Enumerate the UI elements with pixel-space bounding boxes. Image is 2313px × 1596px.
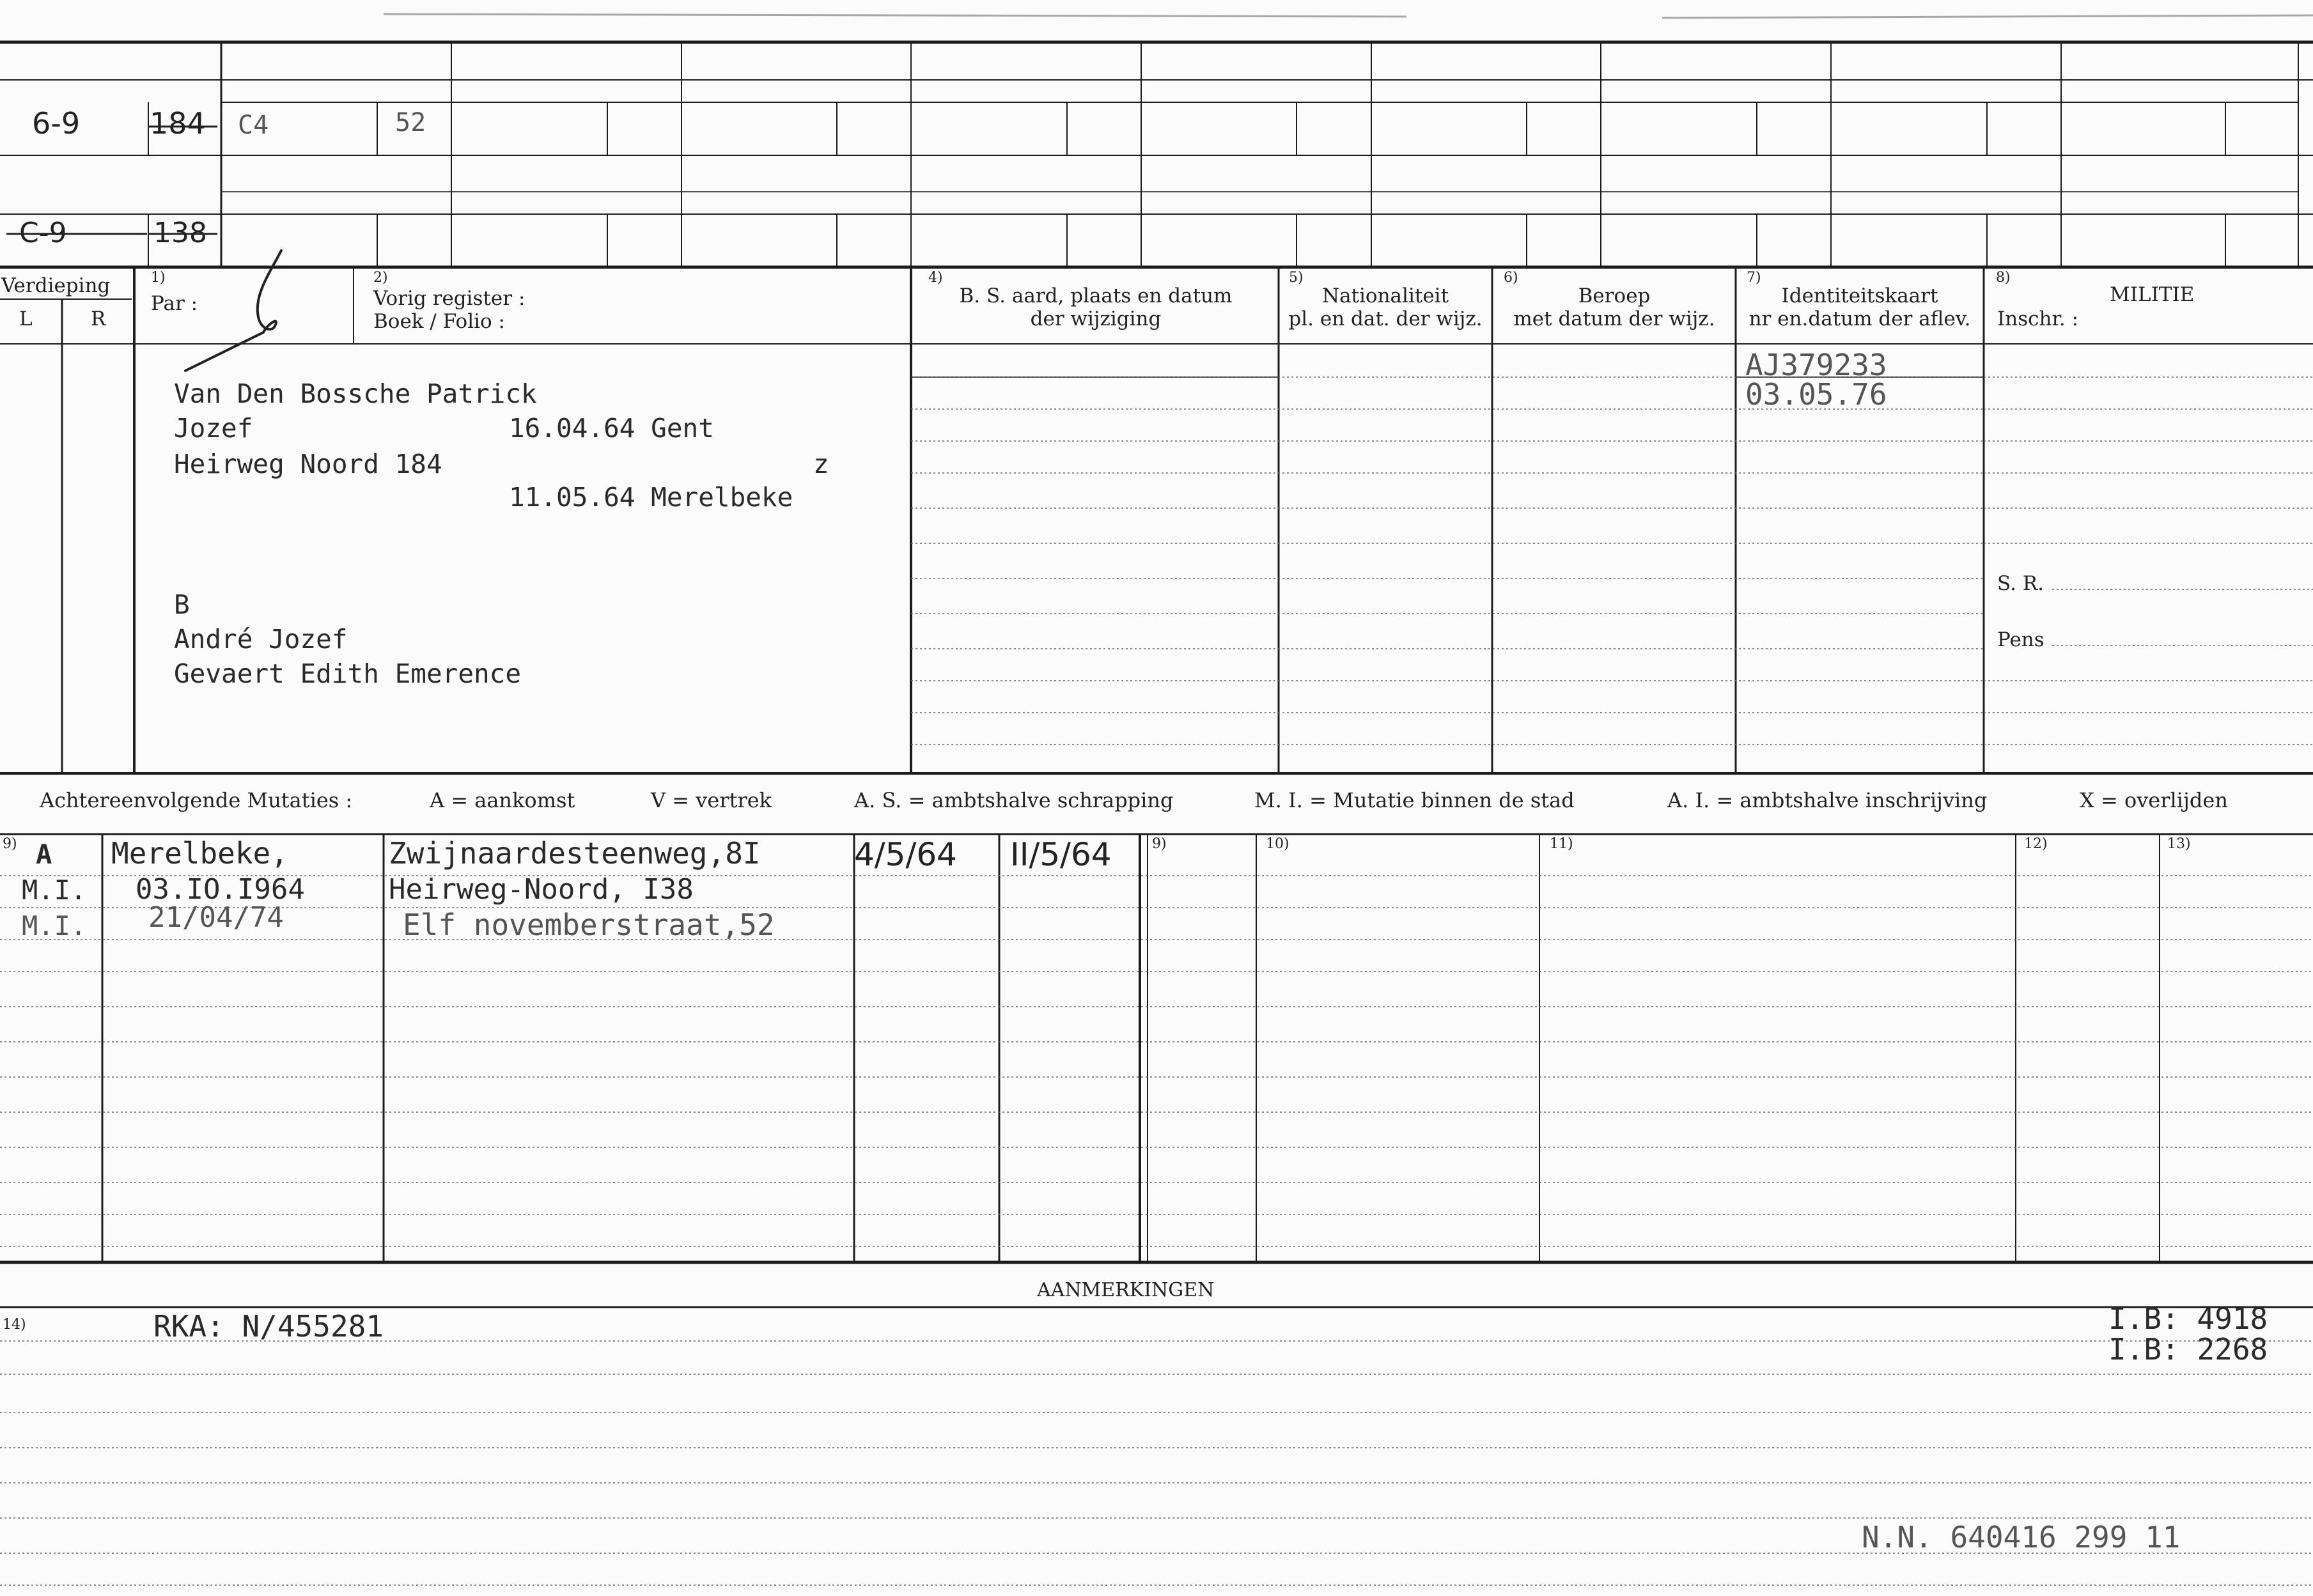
verdieping-label: Verdieping — [1, 274, 111, 297]
legend-aankomst: A = aankomst — [430, 788, 575, 812]
identiteitskaart-label: Identiteitskaart — [1781, 284, 1938, 307]
mutation-col-9b: 9) — [1152, 836, 1167, 852]
nationaliteit-sub-label: pl. en dat. der wijz. — [1288, 307, 1483, 330]
top-house-number-1: 184 — [150, 106, 206, 141]
nationaliteit-label: Nationaliteit — [1321, 284, 1449, 307]
mutation-col-9: 9) — [3, 836, 17, 852]
top-apt-code: C4 — [238, 111, 269, 140]
inschr-label: Inschr. : — [1997, 307, 2079, 330]
field-number-14: 14) — [3, 1317, 26, 1333]
bs-label-line1: B. S. aard, plaats en datum — [959, 284, 1233, 307]
identiteitskaart-sub-label: nr en.datum der aflev. — [1748, 307, 1971, 330]
person-name: Van Den Bossche Patrick — [174, 378, 537, 409]
id-card-date: 03.05.76 — [1745, 377, 1887, 412]
field-number-1: 1) — [151, 270, 166, 286]
mutation-code: M.I. — [22, 910, 87, 941]
mutation-col-12: 12) — [2024, 836, 2048, 852]
person-registration-date: 11.05.64 Merelbeke — [509, 482, 793, 513]
remarks-title: AANMERKINGEN — [1037, 1279, 1215, 1301]
person-first-name: Jozef — [174, 413, 253, 444]
beroep-label: Beroep — [1578, 284, 1651, 307]
field-number-7: 7) — [1747, 270, 1761, 286]
legend-title: Achtereenvolgende Mutaties : — [40, 788, 353, 812]
mutation-address: Elf novemberstraat,52 — [403, 908, 775, 942]
pens-label: Pens — [1997, 628, 2044, 651]
person-birth: 16.04.64 Gent — [509, 413, 714, 444]
legend-vertrek: V = vertrek — [651, 788, 772, 812]
sr-label: S. R. — [1997, 572, 2044, 595]
remarks-ib-2: I.B: 2268 — [2108, 1332, 2268, 1367]
mutation-date-13: II/5/64 — [1010, 836, 1112, 873]
field-number-4: 4) — [928, 270, 943, 286]
legend-ambtshalve-inschrijving: A. I. = ambtshalve inschrijving — [1667, 788, 1988, 812]
vorig-register-label: Vorig register : — [373, 287, 526, 310]
top-floor-code-2: C-9 — [19, 217, 67, 249]
top-floor-code-1: 6-9 — [32, 106, 81, 141]
legend-mutatie-binnen-stad: M. I. = Mutatie binnen de stad — [1254, 788, 1575, 812]
bs-label-line2: der wijziging — [1030, 307, 1162, 330]
field-number-6: 6) — [1504, 270, 1518, 286]
mutation-col-10: 10) — [1266, 836, 1289, 852]
mutation-date: 03.IO.I964 — [136, 873, 305, 906]
beroep-sub-label: met datum der wijz. — [1513, 307, 1715, 330]
boek-folio-label: Boek / Folio : — [373, 310, 505, 333]
id-card-number: AJ379233 — [1745, 348, 1887, 382]
field-number-2: 2) — [373, 270, 388, 286]
mutation-date: 21/04/74 — [148, 901, 284, 934]
par-label: Par : — [151, 292, 198, 315]
person-mother: Gevaert Edith Emerence — [174, 658, 522, 689]
mutation-date-12: 4/5/64 — [854, 836, 957, 873]
floor-right-label: R — [91, 307, 106, 330]
person-address: Heirweg Noord 184 — [174, 449, 442, 479]
mutation-code: M.I. — [22, 874, 87, 906]
mutation-address: Zwijnaardesteenweg,8I — [389, 836, 761, 871]
top-apt-number: 52 — [395, 108, 426, 137]
person-mark: z — [813, 449, 829, 479]
mutation-col-11: 11) — [1550, 836, 1573, 852]
remarks-nn-number: N.N. 640416 299 11 — [1862, 1520, 2181, 1554]
remarks-ib-1: I.B: 4918 — [2108, 1301, 2268, 1336]
militie-label: MILITIE — [2110, 283, 2195, 306]
mutation-code: A — [36, 839, 52, 870]
legend-overlijden: X = overlijden — [2080, 788, 2228, 812]
legend-ambtshalve-schrapping: A. S. = ambtshalve schrapping — [854, 788, 1174, 812]
top-house-number-2: 138 — [153, 217, 207, 249]
remarks-rka: RKA: N/455281 — [153, 1309, 384, 1344]
floor-left-label: L — [19, 307, 33, 330]
field-number-8: 8) — [1996, 270, 2011, 286]
mutation-place: Merelbeke, — [111, 836, 288, 871]
mutation-address: Heirweg-Noord, I38 — [389, 873, 694, 906]
field-number-5: 5) — [1289, 270, 1304, 286]
person-father: André Jozef — [174, 624, 348, 655]
person-status: B — [174, 589, 190, 620]
mutation-col-13: 13) — [2167, 836, 2191, 852]
